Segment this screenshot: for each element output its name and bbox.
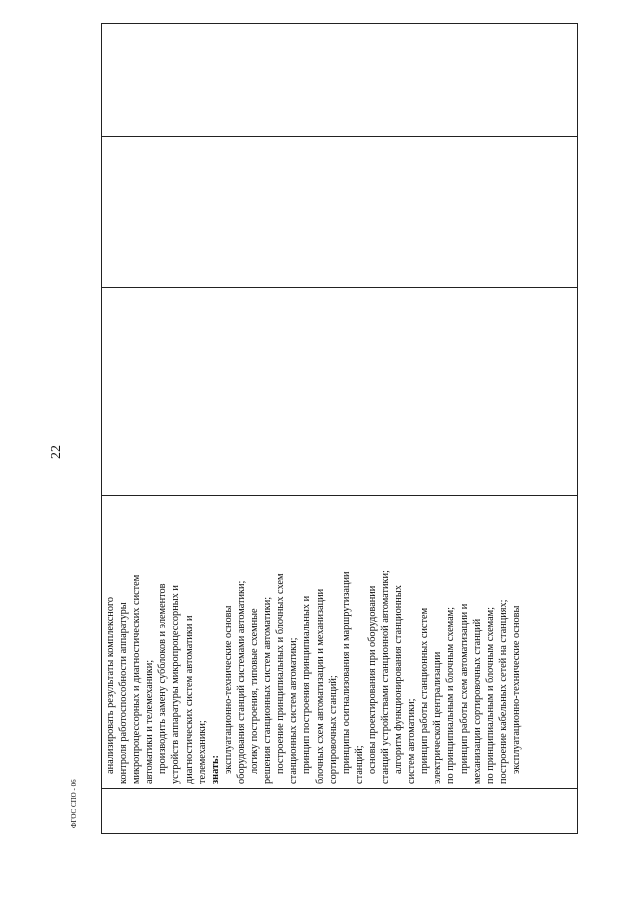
- text-line: принцип работы схем автоматизации и: [458, 603, 470, 774]
- text-line: анализировать результаты комплексного: [105, 596, 116, 774]
- text-line: контроля работоспособности аппаратуры: [118, 602, 130, 784]
- requirements-text: [102, 496, 523, 788]
- table-cell-requirements: [102, 496, 578, 789]
- table-cell-discipline: [102, 288, 578, 496]
- text-line: решения станционных систем автоматики;: [262, 596, 274, 784]
- text-line: электрической централизации: [432, 651, 444, 784]
- table-cell-competencies: [102, 24, 578, 137]
- text-line: логику построения, типовые схемные: [249, 608, 261, 774]
- text-line: систем автоматики;: [406, 698, 418, 784]
- text-line: блочных схем автоматизации и механизации: [314, 588, 326, 784]
- text-line: знать:: [209, 755, 221, 784]
- text-line: принцип построения принципиальных и: [301, 595, 313, 774]
- text-line: основы проектирования при оборудовании: [366, 585, 378, 774]
- text-line: оборудования станций системами автоматики;: [235, 580, 247, 784]
- table-cell-hours: [102, 137, 578, 288]
- text-line: станций;: [353, 745, 365, 784]
- text-line: телемеханики;: [196, 720, 208, 784]
- text-line: по принципиальным и блочным схемам;: [445, 606, 457, 784]
- text-line: устройств аппаратуры микропроцессорных и: [170, 585, 182, 784]
- text-line: механизации сортировочных станций: [471, 618, 483, 784]
- text-line: эксплуатационно-технические основы: [510, 605, 522, 774]
- text-line: автоматики и телемеханики;: [144, 659, 156, 784]
- text-line: построение принципиальных и блочных схем: [275, 573, 287, 774]
- text-line: диагностических систем автоматики и: [183, 615, 195, 784]
- footer-mark: ФГОС СПО - 06: [70, 779, 78, 828]
- text-line: производить замену субблоков и элементов: [157, 583, 169, 774]
- text-line: станционных систем автоматики;: [288, 637, 300, 784]
- text-line: станций устройствами станционной автоматики;: [379, 570, 391, 784]
- text-line: микропроцессорных и диагностических систем: [131, 574, 143, 784]
- text-line: по принципиальным и блочным схемам;: [484, 606, 496, 784]
- page-number: 22: [49, 445, 64, 459]
- text-line: алгоритм функционирования станционных: [393, 585, 405, 774]
- text-line: построение кабельных сетей на станциях;: [497, 599, 509, 784]
- table-cell-code: [102, 789, 578, 834]
- text-line: сортировочных станций;: [327, 675, 339, 784]
- text-line: принцип работы станционных систем: [419, 607, 431, 774]
- text-line: принципы осигнализования и маршрутизации: [340, 571, 352, 774]
- rotated-page-content: [101, 29, 578, 834]
- text-line: эксплуатационно-технические основы: [222, 605, 234, 774]
- competency-table: [101, 23, 578, 834]
- table-row: [102, 24, 578, 834]
